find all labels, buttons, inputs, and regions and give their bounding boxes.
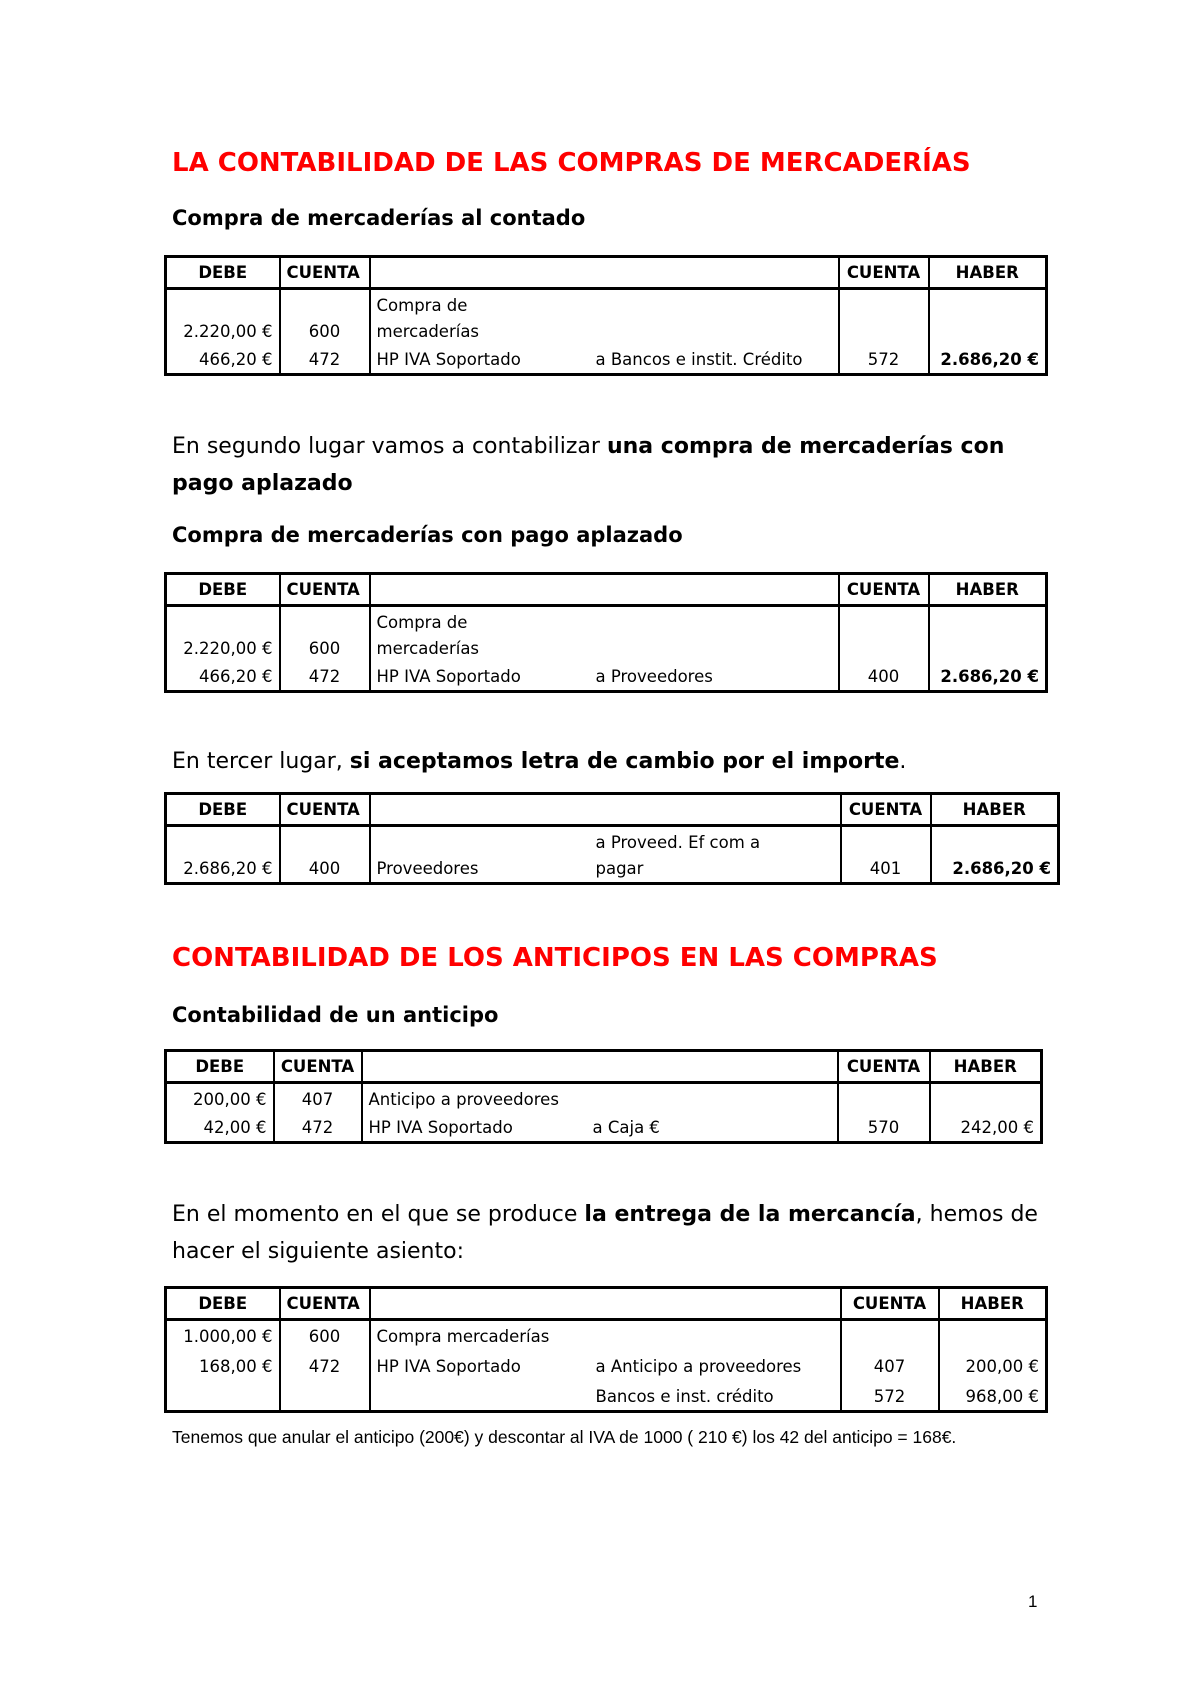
header-cuenta-2: CUENTA [841,1288,939,1320]
header-concept [362,1051,838,1083]
paragraph-text: En segundo lugar vamos a contabilizar [172,434,607,459]
cuenta2-cell [841,1320,939,1350]
concept-cell [370,1380,841,1412]
cuenta-cell: 472 [280,662,370,692]
concept-cell [370,826,841,884]
concept-cell [370,345,839,375]
header-debe: DEBE [166,1051,274,1083]
cuenta-cell: 600 [280,606,370,662]
header-concept [370,794,841,826]
table-row [166,1113,1042,1143]
header-cuenta-2: CUENTA [839,574,929,606]
cuenta-cell: 400 [280,826,370,884]
haber-cell [930,1083,1042,1113]
concept-line-1: Compra de [376,612,468,632]
concept-right: Bancos e inst. crédito [595,1387,774,1406]
cuenta2-cell [839,606,929,662]
concept-right-line-2: pagar [595,859,644,878]
ledger-table-anticipo [164,1049,1043,1144]
debe-cell: 200,00 € [166,1083,274,1113]
header-haber: HABER [929,574,1047,606]
header-cuenta: CUENTA [280,257,370,289]
cuenta-cell: 472 [274,1113,362,1143]
paragraph-tercer-lugar [172,743,1032,780]
table-row [166,1350,1047,1380]
concept-right: a Proveedores [595,667,713,686]
concept-left: HP IVA Soportado [376,667,521,686]
section-title-anticipos: CONTABILIDAD DE LOS ANTICIPOS EN LAS COMPRAS [172,943,938,973]
concept-left: HP IVA Soportado [376,1356,521,1376]
page-number: 1 [1028,1592,1038,1611]
cuenta-cell: 472 [280,1350,370,1380]
concept-cell [362,1113,838,1143]
haber-cell [939,1320,1047,1350]
concept-right: a Caja € [592,1118,660,1137]
concept-line-2: mercaderías [376,638,480,658]
paragraph-text: En el momento en el que se produce [172,1202,585,1227]
concept-line-2: mercaderías [376,321,480,341]
haber-cell [929,289,1047,345]
concept-cell [370,1350,841,1380]
debe-cell: 466,20 € [166,662,280,692]
concept-left: HP IVA Soportado [368,1118,513,1137]
cuenta-cell: 600 [280,1320,370,1350]
concept-cell: Compra mercaderías [370,1320,841,1350]
note-anticipo: Tenemos que anular el anticipo (200€) y descontar al IVA de 1000 ( 210 €) los 42 del anticipo = 168€. [172,1427,957,1447]
subtitle-anticipo: Contabilidad de un anticipo [172,1003,499,1027]
table-row [166,345,1047,375]
header-cuenta: CUENTA [280,574,370,606]
concept-cell: Anticipo a proveedores [362,1083,838,1113]
haber-cell [929,606,1047,662]
cuenta2-cell: 407 [841,1350,939,1380]
concept-cell [370,662,839,692]
header-cuenta-2: CUENTA [839,257,929,289]
header-cuenta-2: CUENTA [838,1051,930,1083]
cuenta2-cell [839,289,929,345]
cuenta2-cell: 572 [841,1380,939,1412]
table-row [166,606,1047,662]
paragraph-text: En tercer lugar, [172,749,350,774]
debe-cell: 1.000,00 € [166,1320,280,1350]
header-cuenta: CUENTA [280,1288,370,1320]
header-debe: DEBE [166,257,280,289]
concept-right [596,830,761,882]
paragraph-bold: una compra de mercaderías con pago aplazado [172,434,1005,496]
debe-cell: 168,00 € [166,1350,280,1380]
table-row [166,1380,1047,1412]
debe-cell: 42,00 € [166,1113,274,1143]
concept-line-1: Compra de [376,295,468,315]
haber-cell: 2.686,20 € [931,826,1059,884]
table-row [166,1083,1042,1113]
concept-right: a Anticipo a proveedores [595,1356,802,1376]
ledger-table-letra-cambio [164,792,1060,885]
section-title-compras: LA CONTABILIDAD DE LAS COMPRAS DE MERCADERÍAS [172,148,971,178]
cuenta2-cell [838,1083,930,1113]
debe-cell: 2.220,00 € [166,606,280,662]
debe-cell: 2.220,00 € [166,289,280,345]
paragraph-segundo-lugar [172,428,1012,502]
paragraph-bold: si aceptamos letra de cambio por el importe [349,749,900,774]
paragraph-text-end: , hemos de hacer el siguiente asiento: [172,1202,1038,1264]
header-concept [370,574,839,606]
concept-left: Proveedores [376,859,479,878]
haber-cell: 242,00 € [930,1113,1042,1143]
haber-cell: 2.686,20 € [929,662,1047,692]
header-debe: DEBE [166,574,280,606]
ledger-table-compra-contado [164,255,1048,376]
concept-left: HP IVA Soportado [376,350,521,369]
header-haber: HABER [930,1051,1042,1083]
ledger-table-entrega [164,1286,1048,1413]
ledger-table-compra-aplazado [164,572,1048,693]
concept-right-line-1: a Proveed. Ef com a [595,833,761,852]
debe-cell [166,1380,280,1412]
haber-cell: 968,00 € [939,1380,1047,1412]
table-row [166,1320,1047,1350]
header-debe: DEBE [166,1288,280,1320]
header-cuenta: CUENTA [274,1051,362,1083]
cuenta2-cell: 400 [839,662,929,692]
cuenta2-cell: 401 [841,826,931,884]
cuenta2-cell: 570 [838,1113,930,1143]
paragraph-bold: la entrega de la mercancía [584,1202,916,1227]
header-cuenta-2: CUENTA [841,794,931,826]
concept-cell [370,289,839,345]
header-cuenta: CUENTA [280,794,370,826]
header-haber: HABER [931,794,1059,826]
cuenta-cell: 472 [280,345,370,375]
concept-right: a Bancos e instit. Crédito [595,350,803,369]
paragraph-period: . [899,749,907,774]
cuenta-cell: 407 [274,1083,362,1113]
haber-cell: 2.686,20 € [929,345,1047,375]
debe-cell: 2.686,20 € [166,826,280,884]
cuenta-cell: 600 [280,289,370,345]
subtitle-compra-aplazado: Compra de mercaderías con pago aplazado [172,523,683,547]
header-concept [370,257,839,289]
cuenta-cell [280,1380,370,1412]
haber-cell: 200,00 € [939,1350,1047,1380]
subtitle-compra-contado: Compra de mercaderías al contado [172,206,586,230]
header-concept [370,1288,841,1320]
header-haber: HABER [939,1288,1047,1320]
table-row [166,662,1047,692]
paragraph-entrega-mercancia [172,1196,1042,1270]
debe-cell: 466,20 € [166,345,280,375]
concept-cell [370,606,839,662]
table-row [166,289,1047,345]
header-debe: DEBE [166,794,280,826]
table-row [166,826,1059,884]
cuenta2-cell: 572 [839,345,929,375]
header-haber: HABER [929,257,1047,289]
